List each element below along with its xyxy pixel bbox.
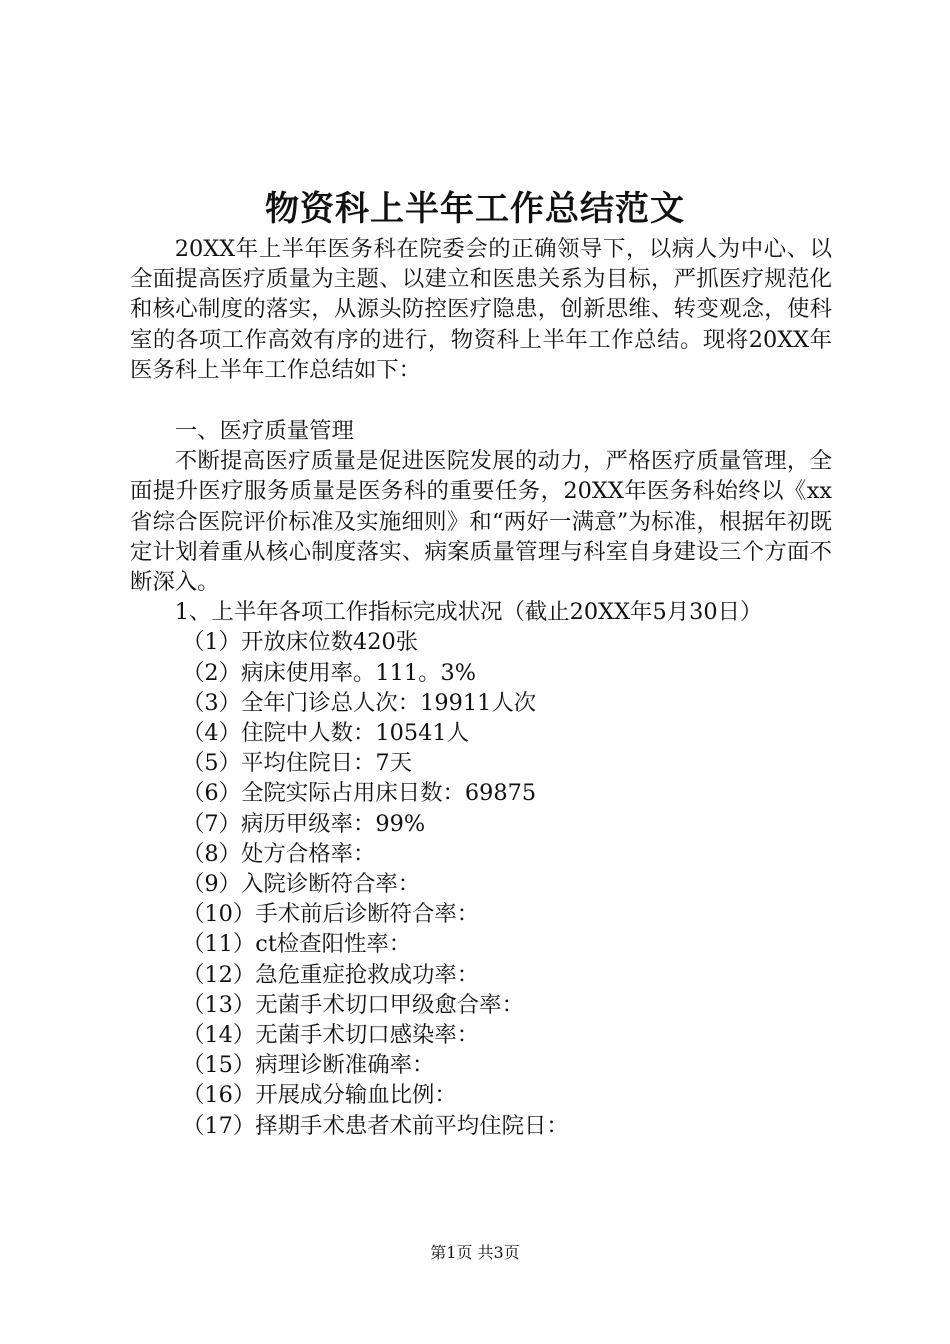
list-item: （8）处方合格率： bbox=[182, 840, 376, 867]
section-paragraph: 不断提高医疗质量是促进医院发展的动力，严格医疗质量管理，全面提升医疗服务质量是医务科的重要任务，20XX年医务科始终以《xx省综合医院评价标准及实施细则》和“两好一满意”为标准，根据年初既定计划着重从核心制度落实、病案质量管理与科室自身建设三个方面不断深入。 bbox=[130, 448, 832, 596]
list-item: （16）开展成分输血比例： bbox=[182, 1082, 457, 1109]
indicator-list bbox=[130, 627, 832, 1140]
list-item: （12）急危重症抢救成功率： bbox=[182, 961, 480, 988]
list-item: （13）无菌手术切口甲级愈合率： bbox=[182, 991, 524, 1018]
list-item: （11）ct检查阳性率： bbox=[182, 931, 412, 958]
list-item: （2）病床使用率。111。3% bbox=[182, 659, 477, 686]
page-title: 物资科上半年工作总结范文 bbox=[265, 189, 685, 229]
subsection-heading: 1、上半年各项工作指标完成状况（截止20XX年5月30日） bbox=[174, 599, 763, 626]
list-item: （17）择期手术患者术前平均住院日： bbox=[182, 1112, 569, 1139]
list-item: （5）平均住院日：7天 bbox=[182, 750, 413, 777]
section-heading: 一、医疗质量管理 bbox=[174, 418, 354, 445]
page-footer: 第1页 共3页 bbox=[430, 1243, 520, 1262]
document-body bbox=[130, 234, 832, 1141]
list-item: （7）病历甲级率：99% bbox=[182, 810, 426, 837]
list-item: （1）开放床位数420张 bbox=[182, 629, 419, 656]
list-item: （9）入院诊断符合率： bbox=[182, 871, 421, 898]
list-item: （4）住院中人数：10541人 bbox=[182, 720, 469, 747]
list-item: （14）无菌手术切口感染率： bbox=[182, 1022, 480, 1049]
list-item: （3）全年门诊总人次：19911人次 bbox=[182, 689, 537, 716]
list-item: （15）病理诊断准确率： bbox=[182, 1052, 435, 1079]
list-item: （6）全院实际占用床日数：69875 bbox=[182, 780, 537, 807]
list-item: （10）手术前后诊断符合率： bbox=[182, 901, 480, 928]
paragraph-gap bbox=[130, 385, 832, 416]
intro-paragraph: 20XX年上半年医务科在院委会的正确领导下，以病人为中心、以全面提高医疗质量为主题、以建立和医患关系为目标，严抓医疗规范化和核心制度的落实，从源头防控医疗隐患，创新思维、转变观念，使科室的各项工作高效有序的进行，物资科上半年工作总结。现将20XX年医务科上半年工作总结如下： bbox=[130, 236, 832, 383]
